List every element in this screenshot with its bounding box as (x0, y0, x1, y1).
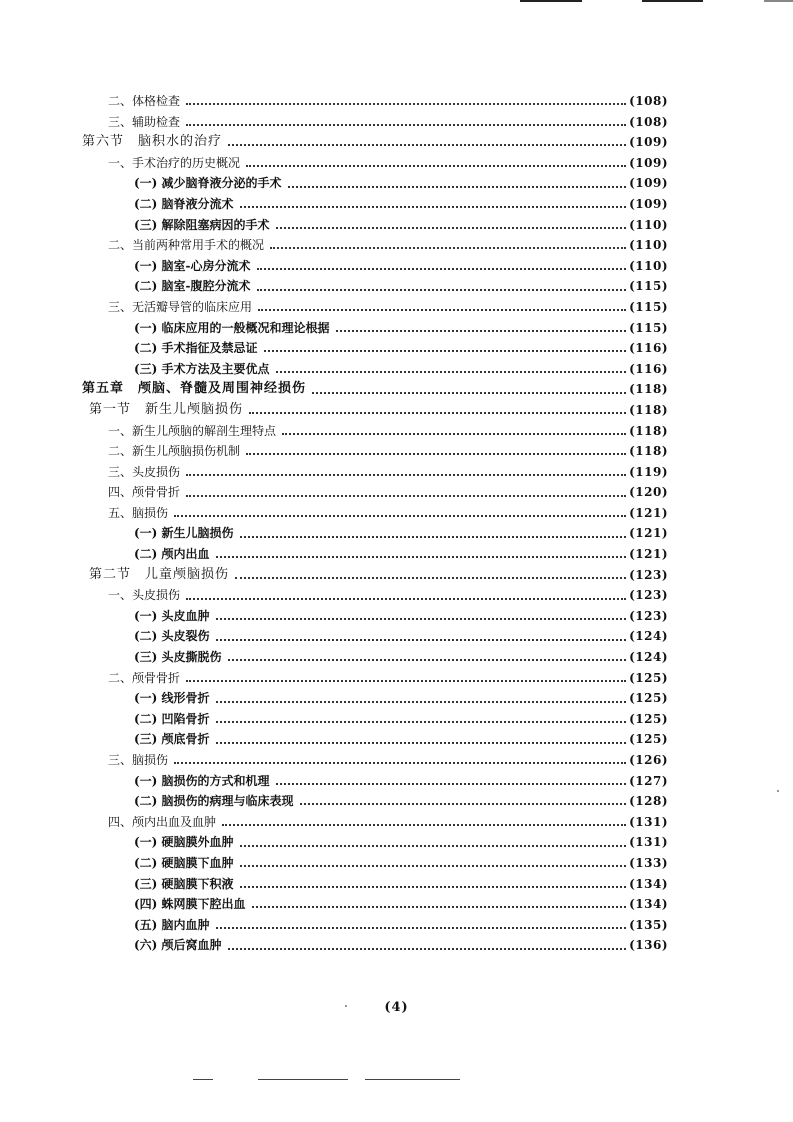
toc-entry-section-first (89, 400, 668, 421)
toc-entry-page: (123) (629, 567, 668, 582)
toc-entry-page: (110) (629, 238, 668, 253)
toc-entry-title: 一、新生儿颅脑的解剖生理特点 (108, 421, 279, 442)
dot-leader (257, 289, 627, 291)
dot-leader (264, 350, 627, 352)
toc-entry-title: (六) 颅后窝血肿 (134, 935, 225, 956)
toc-entry-sub (134, 688, 668, 709)
toc-entry-title: 四、颅骨骨折 (108, 482, 183, 503)
dot-leader (216, 618, 627, 620)
toc-entry-title: 第一节 新生儿颅脑损伤 (89, 400, 246, 421)
toc-entry-page: (124) (629, 650, 668, 665)
scan-speck (345, 1005, 347, 1007)
dot-leader (186, 103, 626, 105)
dot-leader (276, 227, 627, 229)
toc-entry-sub (134, 935, 668, 956)
toc-entry-title: 五、脑损伤 (108, 503, 171, 524)
toc-entry-page: (121) (629, 526, 668, 541)
dot-leader (228, 144, 626, 146)
dot-leader (228, 659, 627, 661)
toc-entry-sub (134, 709, 668, 730)
dot-leader (257, 268, 627, 270)
toc-entry-page: (124) (629, 629, 668, 644)
toc-entry-item (108, 235, 668, 256)
dot-leader (174, 762, 626, 764)
toc-entry-title: 一、头皮损伤 (108, 585, 183, 606)
toc-entry-title: (一) 线形骨折 (134, 688, 213, 709)
toc-entry-item (108, 585, 668, 606)
toc-entry-page: (118) (629, 382, 668, 397)
toc-entry-page: (109) (629, 196, 668, 211)
dot-leader (300, 803, 627, 805)
toc-entry-page: (125) (629, 711, 668, 726)
toc-entry-item (108, 462, 668, 483)
toc-entry-page: (115) (629, 279, 668, 294)
toc-entry-item (108, 297, 668, 318)
toc-entry-page: (121) (629, 547, 668, 562)
toc-entry-sub (134, 791, 668, 812)
toc-entry-item (108, 441, 668, 462)
toc-entry-sub (134, 606, 668, 627)
toc-entry-title: (二) 手术指征及禁忌证 (134, 338, 261, 359)
toc-entry-title: (二) 硬脑膜下血肿 (134, 853, 237, 874)
toc-entry-title: 第五章 颅脑、脊髓及周围神经损伤 (82, 379, 309, 400)
toc-entry-page: (118) (629, 423, 668, 438)
toc-entry-title: (一) 头皮血肿 (134, 606, 213, 627)
dot-leader (216, 639, 627, 641)
toc-entry-title: (三) 手术方法及主要优点 (134, 359, 273, 380)
toc-entry-section (82, 132, 668, 153)
toc-entry-sub (134, 874, 668, 895)
scan-noise (193, 1079, 213, 1080)
toc-entry-title: (三) 硬脑膜下积液 (134, 874, 237, 895)
toc-entry-title: 四、颅内出血及血肿 (108, 812, 219, 833)
toc-entry-page: (126) (629, 753, 668, 767)
toc-entry-page: (134) (629, 897, 668, 912)
dot-leader (186, 474, 626, 476)
toc-entry-title: 一、手术治疗的历史概况 (108, 153, 243, 174)
toc-entry-title: (三) 颅底骨折 (134, 729, 213, 750)
toc-entry-sub (134, 894, 668, 915)
toc-entry-sub (134, 853, 668, 874)
toc-entry-page: (108) (629, 94, 668, 108)
toc-entry-page: (118) (629, 402, 668, 417)
toc-entry-page: (116) (629, 361, 668, 376)
toc-entry-sub (134, 215, 668, 236)
toc-entry-sub (134, 729, 668, 750)
toc-entry-title: 第六节 脑积水的治疗 (82, 132, 225, 153)
toc-entry-page: (116) (629, 341, 668, 356)
toc-entry-page: (109) (629, 155, 668, 170)
dot-leader (258, 309, 626, 311)
dot-leader (240, 865, 627, 867)
toc-entry-sub (134, 318, 668, 339)
toc-entry-sub (134, 276, 668, 297)
scan-mark (764, 0, 793, 2)
toc-entry-title: (二) 头皮裂伤 (134, 626, 213, 647)
toc-entry-page: (133) (629, 855, 668, 870)
dot-leader (216, 927, 627, 929)
toc-entry-page: (134) (629, 876, 668, 891)
dot-leader (216, 556, 627, 558)
toc-entry-sub (134, 256, 668, 277)
dot-leader (186, 495, 626, 497)
toc-entry-page: (128) (629, 794, 668, 809)
toc-entry-page: (123) (629, 608, 668, 623)
toc-entry-title: 二、当前两种常用手术的概况 (108, 235, 267, 256)
dot-leader (288, 186, 627, 188)
toc-entry-title: 二、新生儿颅脑损伤机制 (108, 441, 243, 462)
toc-entry-title: (一) 脑室-心房分流术 (134, 256, 254, 277)
dot-leader (186, 680, 626, 682)
toc-entry-page: (109) (629, 135, 668, 150)
toc-entry-title: 三、无活瓣导管的临床应用 (108, 297, 255, 318)
toc-entry-page: (131) (629, 835, 668, 850)
toc-entry-page: (110) (629, 217, 668, 232)
toc-entry-page: (127) (629, 773, 668, 788)
toc-entry-title: 二、颅骨骨折 (108, 668, 183, 689)
toc-entry-sub (134, 771, 668, 792)
toc-entry-title: (二) 颅内出血 (134, 544, 213, 565)
toc-entry-title: (二) 脑室-腹腔分流术 (134, 276, 254, 297)
dot-leader (186, 124, 626, 126)
toc-entry-chapter (82, 379, 668, 400)
toc-entry-page: (136) (629, 938, 668, 953)
toc-entry-page: (120) (629, 485, 668, 500)
dot-leader (276, 371, 627, 373)
toc-entry-title: 三、脑损伤 (108, 750, 171, 771)
toc-entry-title: (一) 临床应用的一般概况和理论根据 (134, 318, 333, 339)
toc-entry-sub (134, 832, 668, 853)
toc-entry-item (108, 503, 668, 524)
toc-entry-sub (134, 626, 668, 647)
toc-entry-sub (134, 338, 668, 359)
toc-entry-title: (一) 新生儿脑损伤 (134, 523, 237, 544)
dot-leader (246, 453, 626, 455)
dot-leader (246, 165, 626, 167)
dot-leader (336, 330, 627, 332)
toc-entry-sub (134, 647, 668, 668)
toc-entry-title: 第二节 儿童颅脑损伤 (89, 565, 232, 586)
dot-leader (186, 598, 626, 600)
toc-entry-page: (121) (629, 505, 668, 520)
dot-leader (270, 247, 626, 249)
page-number: (4) (384, 1000, 409, 1015)
toc-entry-page: (131) (629, 814, 668, 829)
scan-noise (365, 1079, 460, 1080)
toc-entry-page: (123) (629, 588, 668, 603)
scan-mark (520, 0, 582, 2)
toc-entry-item (108, 421, 668, 442)
dot-leader (216, 742, 627, 744)
toc-entry-title: 二、体格检查 (108, 91, 183, 112)
dot-leader (216, 721, 627, 723)
toc-entry-page: (125) (629, 670, 668, 685)
toc-entry-page: (108) (629, 114, 668, 129)
toc-entry-page: (109) (629, 176, 668, 191)
scan-noise (258, 1079, 348, 1080)
dot-leader (282, 433, 626, 435)
toc-entry-title: (五) 脑内血肿 (134, 915, 213, 936)
dot-leader (240, 845, 627, 847)
dot-leader (240, 536, 627, 538)
dot-leader (276, 783, 627, 785)
toc-entry-item (108, 153, 668, 174)
toc-entry-title: (四) 蛛网膜下腔出血 (134, 894, 249, 915)
toc-entry-sub (134, 523, 668, 544)
toc-entry-page: (118) (629, 444, 668, 459)
toc-entry-page: (119) (629, 464, 668, 479)
toc-entry-page: (110) (629, 258, 668, 273)
dot-leader (216, 701, 627, 703)
toc-entry-item (108, 482, 668, 503)
toc-entry-page: (115) (629, 299, 668, 314)
toc-entry-title: (三) 解除阻塞病因的手术 (134, 215, 273, 236)
toc-entry-title: 三、辅助检查 (108, 112, 183, 133)
dot-leader (252, 906, 627, 908)
dot-leader (240, 886, 627, 888)
toc-entry-page: (125) (629, 691, 668, 706)
toc-entry-item (108, 91, 668, 112)
toc-entry-item (108, 750, 668, 771)
toc-entry-item (108, 668, 668, 689)
toc-entry-title: (一) 减少脑脊液分泌的手术 (134, 173, 285, 194)
dot-leader (235, 577, 626, 579)
toc-entry-item (108, 112, 668, 133)
dot-leader (222, 824, 626, 826)
dot-leader (228, 948, 627, 950)
toc-entry-title: 三、头皮损伤 (108, 462, 183, 483)
dot-leader (174, 515, 626, 517)
toc-entry-title: (二) 脑损伤的病理与临床表现 (134, 791, 297, 812)
toc-entry-page: (125) (629, 732, 668, 747)
dot-leader (312, 392, 626, 394)
toc-entry-sub (134, 194, 668, 215)
toc-entry-title: (一) 脑损伤的方式和机理 (134, 771, 273, 792)
toc-entry-title: (一) 硬脑膜外血肿 (134, 832, 237, 853)
scan-mark (642, 0, 703, 2)
toc-entry-item (108, 812, 668, 833)
toc-entry-sub (134, 544, 668, 565)
toc-entry-sub (134, 173, 668, 194)
toc-entry-title: (二) 凹陷骨折 (134, 709, 213, 730)
dot-leader (249, 412, 626, 414)
toc-entry-sub (134, 915, 668, 936)
toc-entry-title: (二) 脑脊液分流术 (134, 194, 237, 215)
toc-entry-page: (135) (629, 917, 668, 932)
scan-speck (777, 790, 779, 792)
dot-leader (240, 206, 627, 208)
toc-entry-section-first (89, 565, 668, 586)
table-of-contents (82, 91, 668, 956)
toc-entry-title: (三) 头皮撕脱伤 (134, 647, 225, 668)
toc-entry-sub (134, 359, 668, 380)
toc-entry-page: (115) (629, 320, 668, 335)
